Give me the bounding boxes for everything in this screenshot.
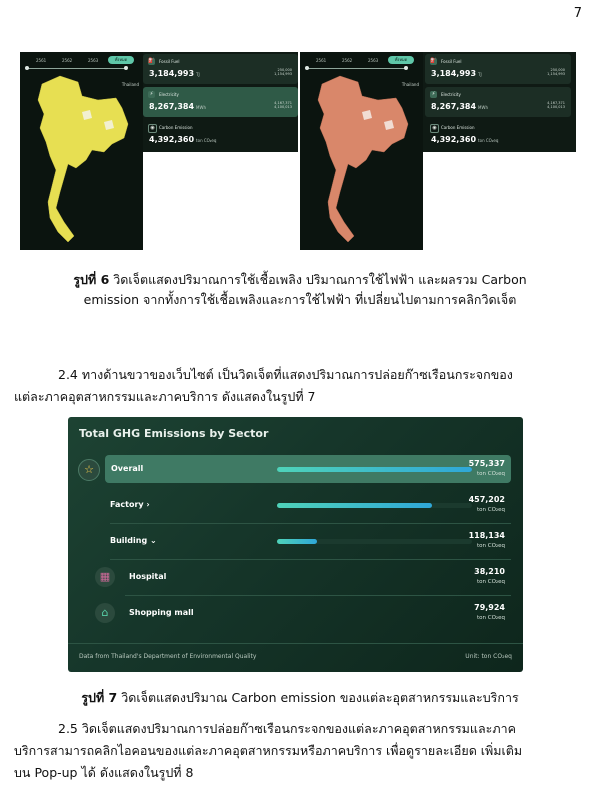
sector-value: 457,202 bbox=[468, 495, 505, 504]
sector-value: 118,134 bbox=[468, 531, 505, 540]
caption-text: emission จากทั้งการใช้เชื้อเพลิงและการใช้ไฟฟ้า ที่เปลี่ยนไปตามการคลิกวิดเจ็ต bbox=[83, 292, 517, 307]
map-region-label: Thailand bbox=[401, 82, 419, 87]
sector-unit: ton CO₂eq bbox=[476, 471, 505, 477]
fuel-icon: ⛽ bbox=[430, 58, 437, 64]
stat-name: Fossil Fuel bbox=[441, 59, 462, 64]
map-panel-right bbox=[300, 52, 423, 250]
sector-row-shopping-mall[interactable] bbox=[125, 599, 511, 627]
fuel-icon: ⛽ bbox=[148, 58, 155, 64]
stat-electricity[interactable] bbox=[143, 87, 298, 117]
stat-fossil-fuel[interactable] bbox=[143, 54, 298, 84]
sector-row-factory[interactable] bbox=[110, 491, 511, 519]
sector-bar-fill bbox=[277, 467, 472, 472]
sector-bar bbox=[277, 503, 472, 508]
sector-label: Factory › bbox=[110, 500, 150, 509]
stat-value: 3,184,993 TJ bbox=[149, 69, 200, 78]
timeline-year[interactable]: 2562 bbox=[342, 58, 353, 63]
sector-unit: ton CO₂eq bbox=[476, 579, 505, 585]
stats-panel-right bbox=[423, 52, 576, 152]
stat-name: Electricity bbox=[441, 92, 461, 97]
stat-fossil-fuel[interactable] bbox=[425, 54, 571, 84]
timeline-selected[interactable]: ทั้งหมด bbox=[388, 56, 414, 64]
row-divider bbox=[125, 595, 511, 596]
stats-panel-left bbox=[20, 52, 298, 152]
sector-unit: ton CO₂eq bbox=[476, 615, 505, 621]
sector-unit: ton CO₂eq bbox=[476, 507, 505, 513]
sector-bar bbox=[277, 539, 472, 544]
figure6-caption bbox=[0, 270, 600, 310]
stat-breakdown: 250,000 1,154,993 bbox=[547, 68, 565, 76]
sector-bar-fill bbox=[277, 539, 317, 544]
stat-carbon-emission[interactable] bbox=[425, 120, 571, 150]
stat-name: Fossil Fuel bbox=[159, 59, 180, 64]
sector-bar-fill bbox=[277, 503, 432, 508]
map-region-label: Thailand bbox=[121, 82, 139, 87]
timeline-year[interactable]: 2561 bbox=[36, 58, 47, 63]
stat-value: 8,267,384 MWh bbox=[431, 102, 488, 111]
sector-label: Shopping mall bbox=[129, 608, 194, 617]
paragraph-2-5 bbox=[14, 718, 590, 784]
sector-label: Overall bbox=[111, 464, 144, 473]
caption-label: รูปที่ 7 bbox=[81, 690, 118, 705]
sector-row-overall[interactable] bbox=[105, 455, 511, 483]
timeline-year[interactable]: 2562 bbox=[62, 58, 73, 63]
caption-text: วิดเจ็ตแสดงปริมาณการใช้เชื้อเพลิง ปริมาณการใช้ไฟฟ้า และผลรวม Carbon bbox=[109, 272, 527, 287]
timeline-year[interactable]: 2563 bbox=[368, 58, 379, 63]
hospital-icon[interactable]: ▦ bbox=[95, 567, 115, 587]
sector-value: 575,337 bbox=[468, 459, 505, 468]
timeline-selected[interactable]: ทั้งหมด bbox=[108, 56, 134, 64]
paragraph-2-4 bbox=[14, 364, 584, 408]
paragraph-line: 2.4 ทางด้านขวาของเว็บไซต์ เป็นวิดเจ็ตที่แสดงปริมาณการปล่อยก๊าซเรือนกระจกของ bbox=[58, 367, 513, 382]
sector-value: 79,924 bbox=[474, 603, 505, 612]
co2-icon: ◉ bbox=[430, 124, 439, 133]
stat-electricity[interactable] bbox=[425, 87, 571, 117]
sector-unit: ton CO₂eq bbox=[476, 543, 505, 549]
footer-divider bbox=[68, 643, 523, 644]
stat-name: Carbon Emission bbox=[441, 125, 475, 130]
stat-value: 4,392,360 ton CO₂eq bbox=[431, 135, 499, 144]
stat-value: 3,184,993 TJ bbox=[431, 69, 482, 78]
sector-row-building[interactable] bbox=[110, 527, 511, 555]
data-source-note: Data from Thailand's Department of Environmental Quality bbox=[79, 653, 257, 660]
stat-value: 4,392,360 ton CO₂eq bbox=[149, 135, 217, 144]
row-divider bbox=[110, 523, 511, 524]
page-number: 7 bbox=[573, 6, 582, 21]
stat-value: 8,267,384 MWh bbox=[149, 102, 206, 111]
stat-carbon-emission[interactable] bbox=[143, 120, 298, 150]
paragraph-line: บน Pop-up ได้ ดังแสดงในรูปที่ 8 bbox=[14, 765, 194, 780]
stat-name: Carbon Emission bbox=[159, 125, 193, 130]
stat-name: Electricity bbox=[159, 92, 179, 97]
lightning-icon: ⚡ bbox=[431, 91, 436, 97]
star-icon[interactable]: ☆ bbox=[78, 459, 100, 481]
co2-icon: ◉ bbox=[148, 124, 157, 133]
unit-note: Unit: ton CO₂eq bbox=[465, 653, 512, 660]
sector-value: 38,210 bbox=[474, 567, 505, 576]
stat-breakdown: 4,167,371 4,100,013 bbox=[274, 101, 292, 109]
figure7-caption bbox=[0, 688, 600, 708]
caption-text: วิดเจ็ตแสดงปริมาณ Carbon emission ของแต่ละอุตสาหกรรมและบริการ bbox=[117, 690, 519, 705]
sector-label: Building ⌄ bbox=[110, 536, 157, 545]
paragraph-line: แต่ละภาคอุตสาหกรรมและภาคบริการ ดังแสดงในรูปที่ 7 bbox=[14, 389, 316, 404]
lightning-icon: ⚡ bbox=[149, 91, 154, 97]
sector-row-hospital[interactable] bbox=[125, 563, 511, 591]
ghg-emissions-widget bbox=[68, 417, 523, 672]
sector-label: Hospital bbox=[129, 572, 167, 581]
stat-breakdown: 250,000 1,154,993 bbox=[274, 68, 292, 76]
stat-breakdown: 4,167,371 4,100,013 bbox=[547, 101, 565, 109]
shop-icon[interactable]: ⌂ bbox=[95, 603, 115, 623]
caption-label: รูปที่ 6 bbox=[73, 272, 110, 287]
widget-title: Total GHG Emissions by Sector bbox=[79, 427, 269, 440]
sector-bar bbox=[277, 467, 472, 472]
paragraph-line: บริการสามารถคลิกไอคอนของแต่ละภาคอุตสาหกรรมหรือภาคบริการ เพื่อดูรายละเอียด เพิ่มเติม bbox=[14, 743, 523, 758]
timeline-year[interactable]: 2563 bbox=[88, 58, 99, 63]
paragraph-line: 2.5 วิดเจ็ตแสดงปริมาณการปล่อยก๊าซเรือนกระจกของแต่ละภาคอุตสาหกรรมและภาค bbox=[58, 721, 516, 736]
row-divider bbox=[110, 559, 511, 560]
timeline-year[interactable]: 2561 bbox=[316, 58, 327, 63]
thailand-map-orange[interactable] bbox=[300, 52, 423, 250]
